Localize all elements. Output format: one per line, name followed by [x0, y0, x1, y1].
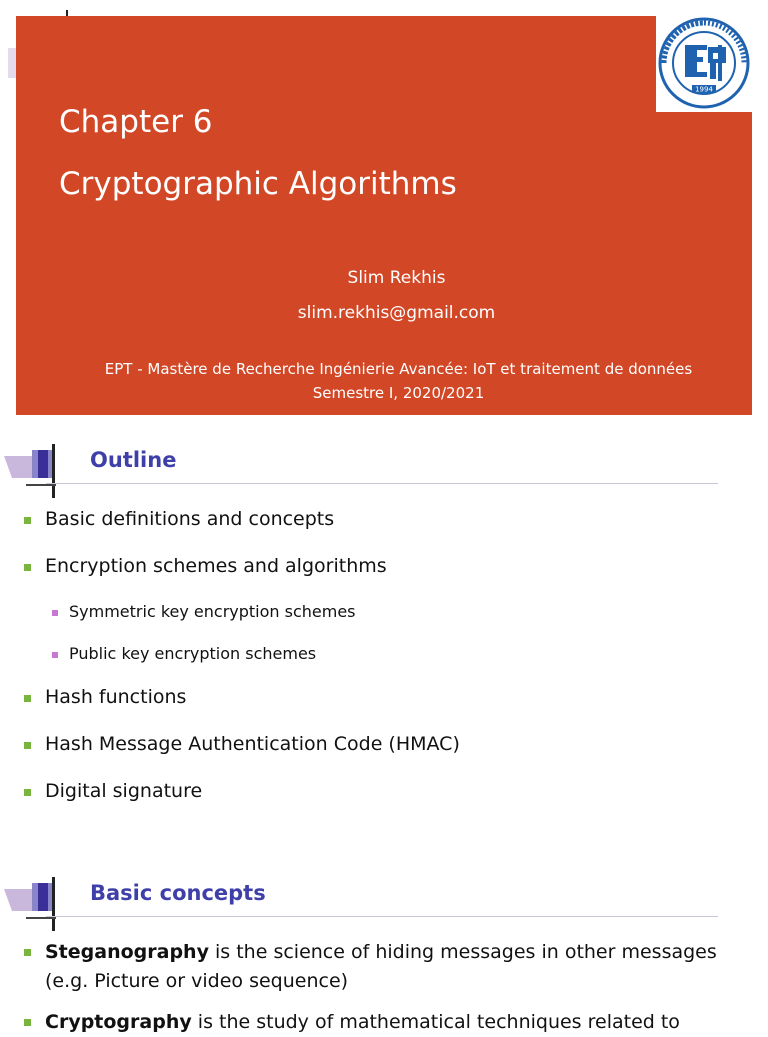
list-item: Digital signature	[24, 780, 202, 802]
list-item: Cryptography is the study of mathematical techniques related to	[24, 1008, 744, 1037]
bullet-icon	[24, 949, 31, 956]
list-item: Hash Message Authentication Code (HMAC)	[24, 733, 460, 755]
bullet-icon	[24, 742, 31, 749]
author-name: Slim Rekhis	[347, 268, 446, 288]
list-item: Public key encryption schemes	[52, 644, 316, 663]
semester-label: Semestre I, 2020/2021	[312, 384, 485, 402]
section-title: Outline	[90, 448, 177, 472]
section-title: Basic concepts	[90, 881, 266, 905]
list-item: Basic definitions and concepts	[24, 508, 334, 530]
bullet-icon	[52, 652, 58, 658]
list-item: Symmetric key encryption schemes	[52, 602, 356, 621]
title-slide	[16, 16, 752, 415]
logo-year: 1994	[695, 85, 713, 94]
section-decoration-icon	[4, 869, 84, 939]
section-divider	[46, 483, 718, 484]
bullet-icon	[24, 1019, 31, 1026]
section-decoration-icon	[4, 436, 84, 506]
chapter-number: Chapter 6	[59, 104, 213, 140]
basic-concepts-header	[0, 869, 768, 939]
author-email: slim.rekhis@gmail.com	[297, 303, 496, 323]
bullet-icon	[24, 517, 31, 524]
section-divider	[46, 916, 718, 917]
bullet-icon	[24, 695, 31, 702]
slide-edge-strip	[8, 48, 16, 78]
list-item: Steganography is the science of hiding messages in other messages (e.g. Picture or video sequence)	[24, 938, 744, 996]
chapter-title: Cryptographic Algorithms	[59, 166, 457, 202]
list-item: Hash functions	[24, 686, 186, 708]
program-name: EPT - Mastère de Recherche Ingénierie Avancée: IoT et traitement de données	[104, 360, 693, 378]
school-logo	[656, 14, 752, 112]
bullet-icon	[24, 789, 31, 796]
list-item: Encryption schemes and algorithms	[24, 555, 387, 577]
outline-header	[0, 436, 768, 506]
bullet-icon	[24, 564, 31, 571]
bullet-icon	[52, 610, 58, 616]
ept-logo-icon	[658, 17, 750, 109]
